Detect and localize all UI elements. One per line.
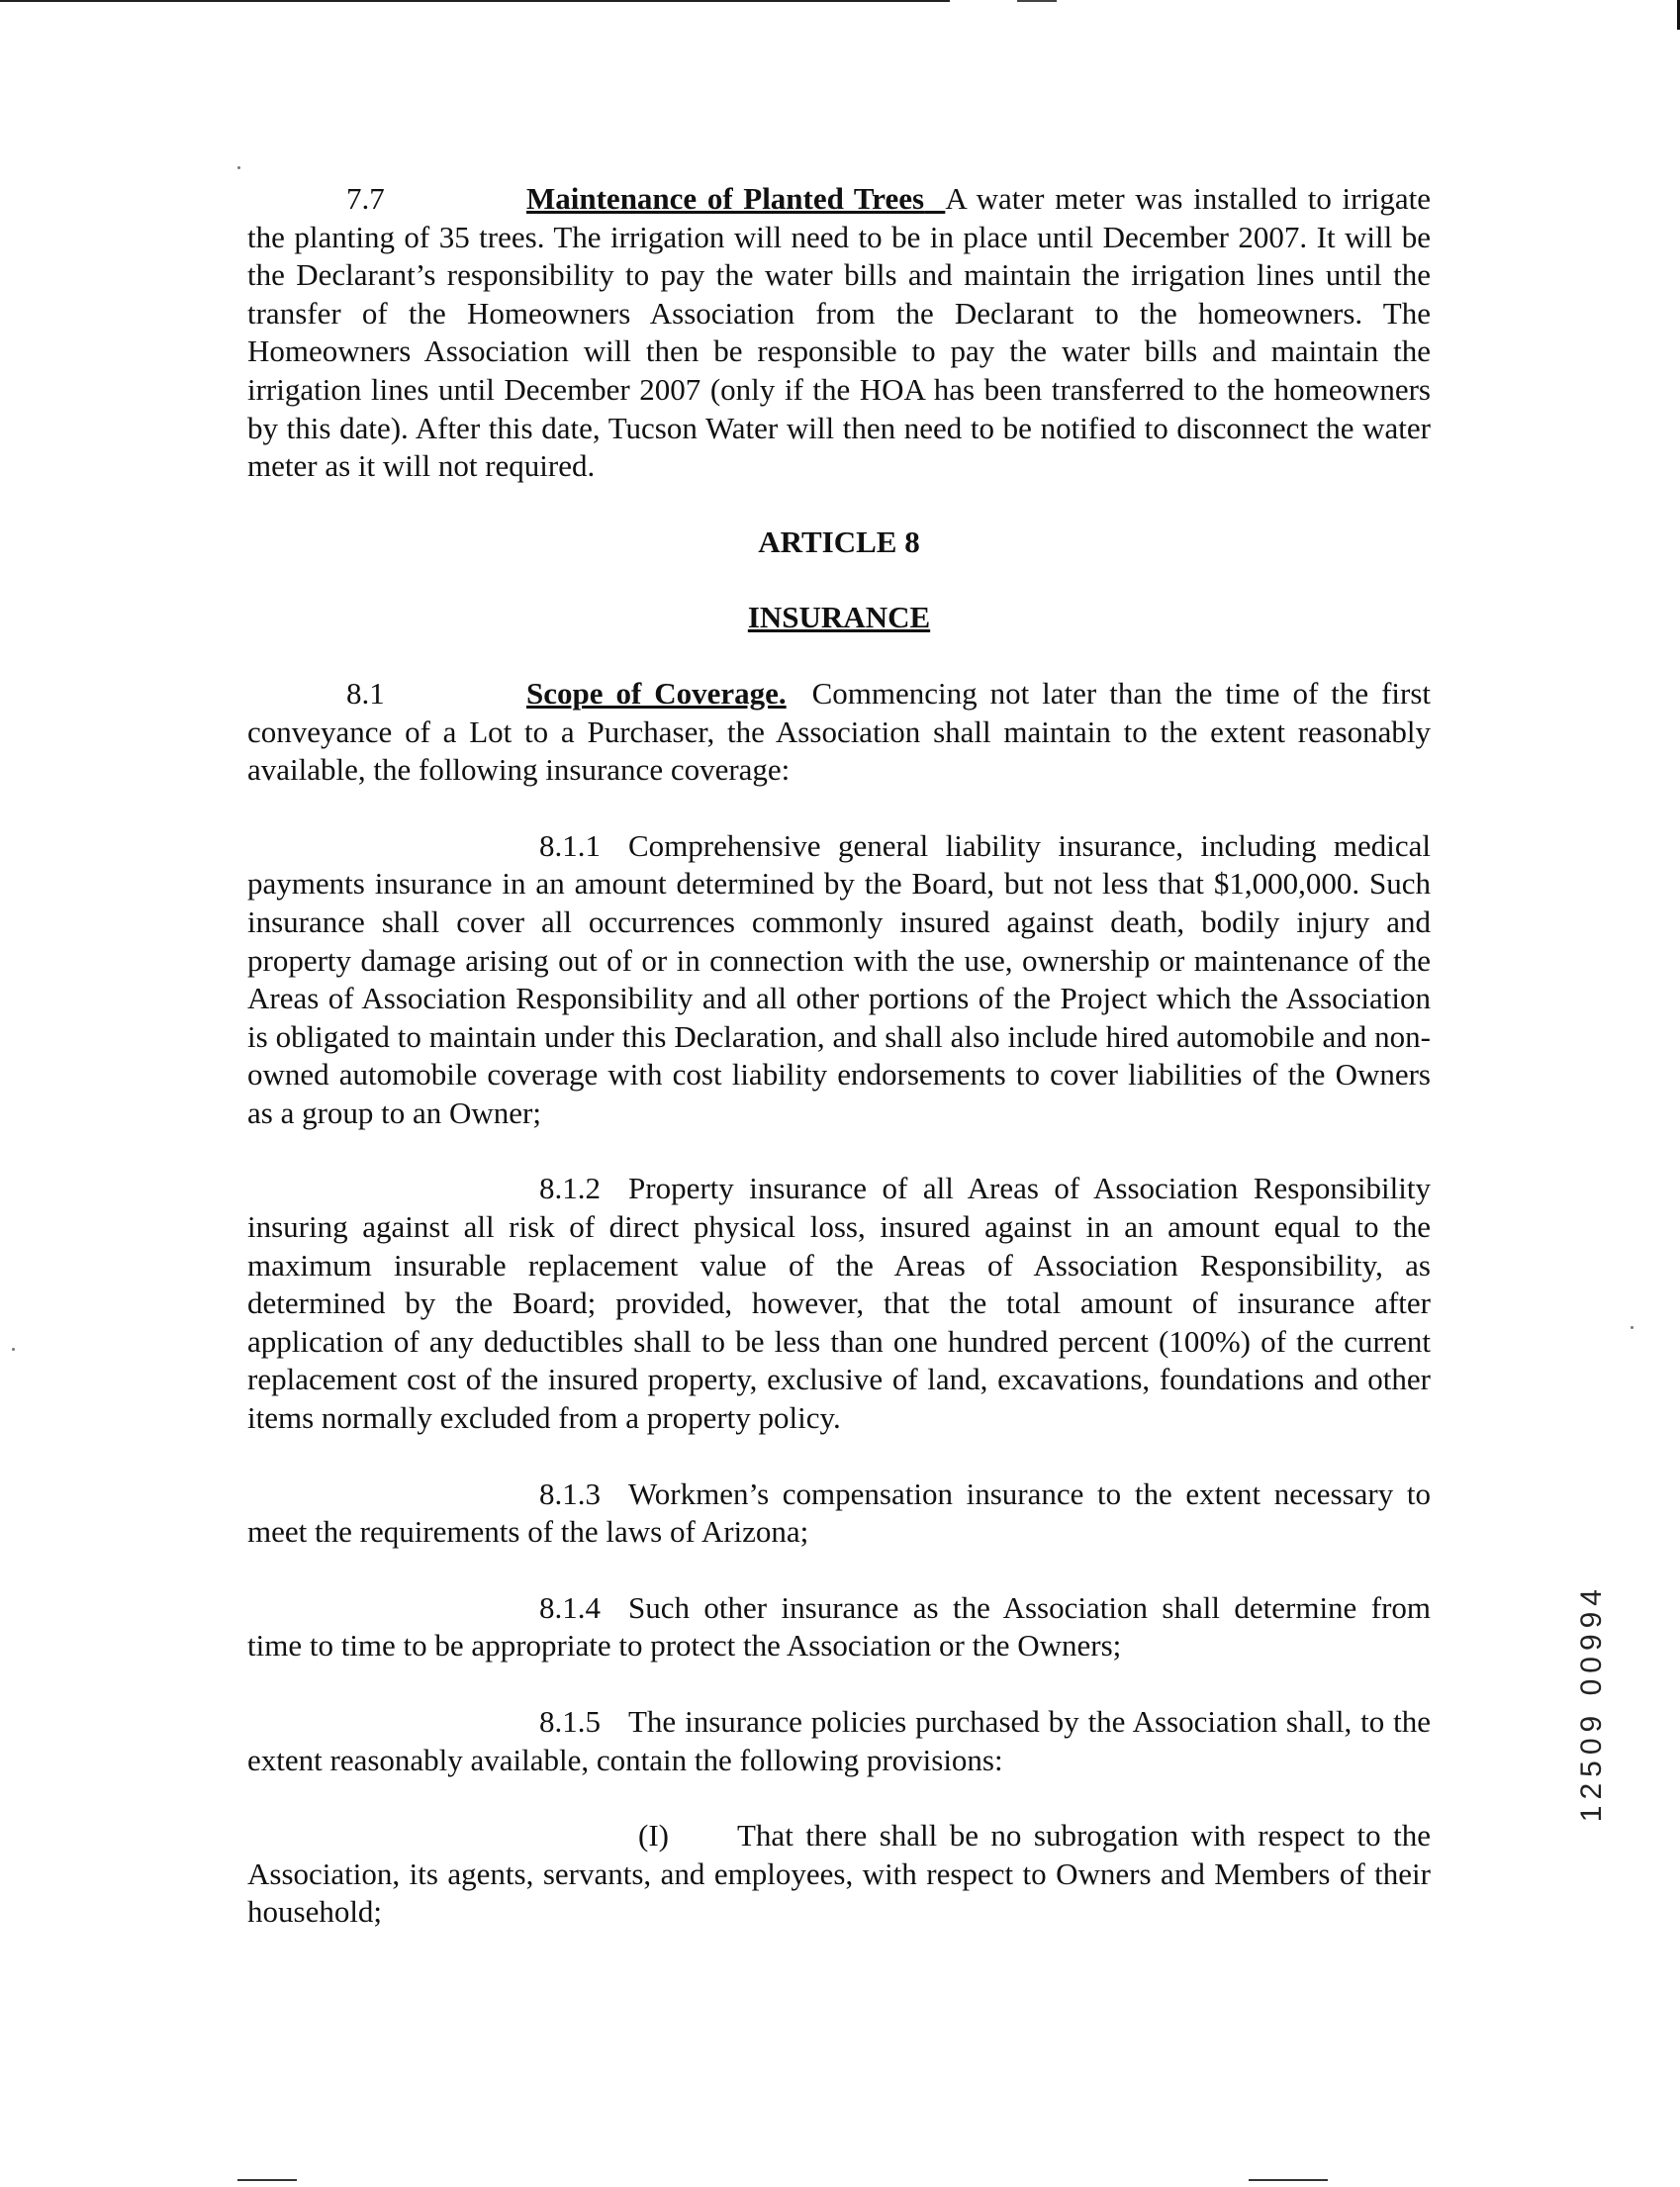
section-7-7 [247, 180, 1431, 486]
section-text: A water meter was installed to irrigate the planting of 35 trees. The irrigation will need to be in place until December 2007. It will be the Declarant’s responsibility to pay the water bills and maintain the irrigation lines until the transfer of the Homeowners Association from the Declarant to the homeowners. The Homeowners Association will then be responsible to pay the water bills and maintain the irrigation lines until December 2007 (only if the HOA has been transferred to the homeowners by this date). After this date, Tucson Water will then need to be notified to disconnect the water meter as it will not required. [247, 181, 1432, 484]
scan-bottom-rule [237, 2179, 297, 2181]
section-number: 7.7 [346, 181, 385, 216]
subsection-text: The insurance policies purchased by the Association shall, to the extent reasonably available, contain the following provisions: [247, 1704, 1431, 1777]
subsection-8-1-3 [247, 1475, 1431, 1552]
recording-stamp: 12509 00994 [1575, 1583, 1608, 1823]
scan-top-rule-fragment [1017, 0, 1057, 2]
subsection-text: Workmen’s compensation insurance to the extent necessary to meet the requirements of the laws of Arizona; [247, 1475, 1431, 1550]
article-title: INSURANCE [747, 600, 931, 635]
document-page [247, 180, 1431, 1932]
subsection-text: Property insurance of all Areas of Association Responsibility insuring against all risk of direct physical loss, insured against in an amount equal to the maximum insurable replacement value of the Areas of Association Responsibility, as determined by the Board; provided, however, that the total amount of insurance after application of any deductibles shall to be less than one hundred percent (100%) of the current replacement cost of the insured property, exclusive of land, excavations, foundations and other items normally excluded from a property policy. [247, 1171, 1431, 1436]
scan-speck [12, 1348, 15, 1351]
subsection-number: 8.1.2 [539, 1171, 601, 1206]
scan-speck [237, 166, 240, 169]
subsection-number: 8.1.4 [539, 1589, 601, 1625]
subsection-number: 8.1.5 [539, 1704, 601, 1739]
subsection-8-1-1 [247, 827, 1431, 1133]
section-text: Commencing not later than the time of the first conveyance of a Lot to a Purchaser, the Association shall maintain to the extent reasonably available, the following insurance coverage: [247, 675, 1432, 788]
subsection-8-1-2 [247, 1170, 1431, 1437]
section-heading: Scope of Coverage. [526, 675, 787, 711]
subsection-text: Comprehensive general liability insurance, including medical payments insurance in an amount determined by the Board, but not less that $1,000,000. Such insurance shall cover all occurrences commonly insured against death, bodily injury and property damage arising out of or in connection with the use, ownership or maintenance of the Areas of Association Responsibility and all other portions of the Project which the Association is obligated to maintain under this Declaration, and shall also include hired automobile and non-owned automobile coverage with cost liability endorsements to cover liabilities of the Owners as a group to an Owner; [247, 827, 1431, 1130]
provision-i [247, 1817, 1431, 1932]
provision-text: That there shall be no subrogation with respect to the Association, its agents, servants, and employees, with respect to Owners and Members of their household; [247, 1818, 1431, 1930]
section-heading: Maintenance of Planted Trees [526, 181, 925, 216]
article-label: ARTICLE 8 [758, 523, 920, 559]
scan-bottom-rule-fragment [1249, 2179, 1328, 2181]
subsection-8-1-5 [247, 1703, 1431, 1779]
section-8-1 [247, 675, 1431, 790]
subsection-text: Such other insurance as the Association shall determine from time to time to be appropriate to protect the Association or the Owners; [247, 1589, 1431, 1664]
subsection-8-1-4 [247, 1589, 1431, 1665]
subsection-number: 8.1.3 [539, 1475, 601, 1511]
section-number: 8.1 [346, 675, 385, 711]
scan-top-rule [0, 0, 950, 2]
subsection-number: 8.1.1 [539, 827, 601, 863]
scan-speck [1631, 1326, 1633, 1329]
provision-number: (I) [638, 1818, 669, 1854]
